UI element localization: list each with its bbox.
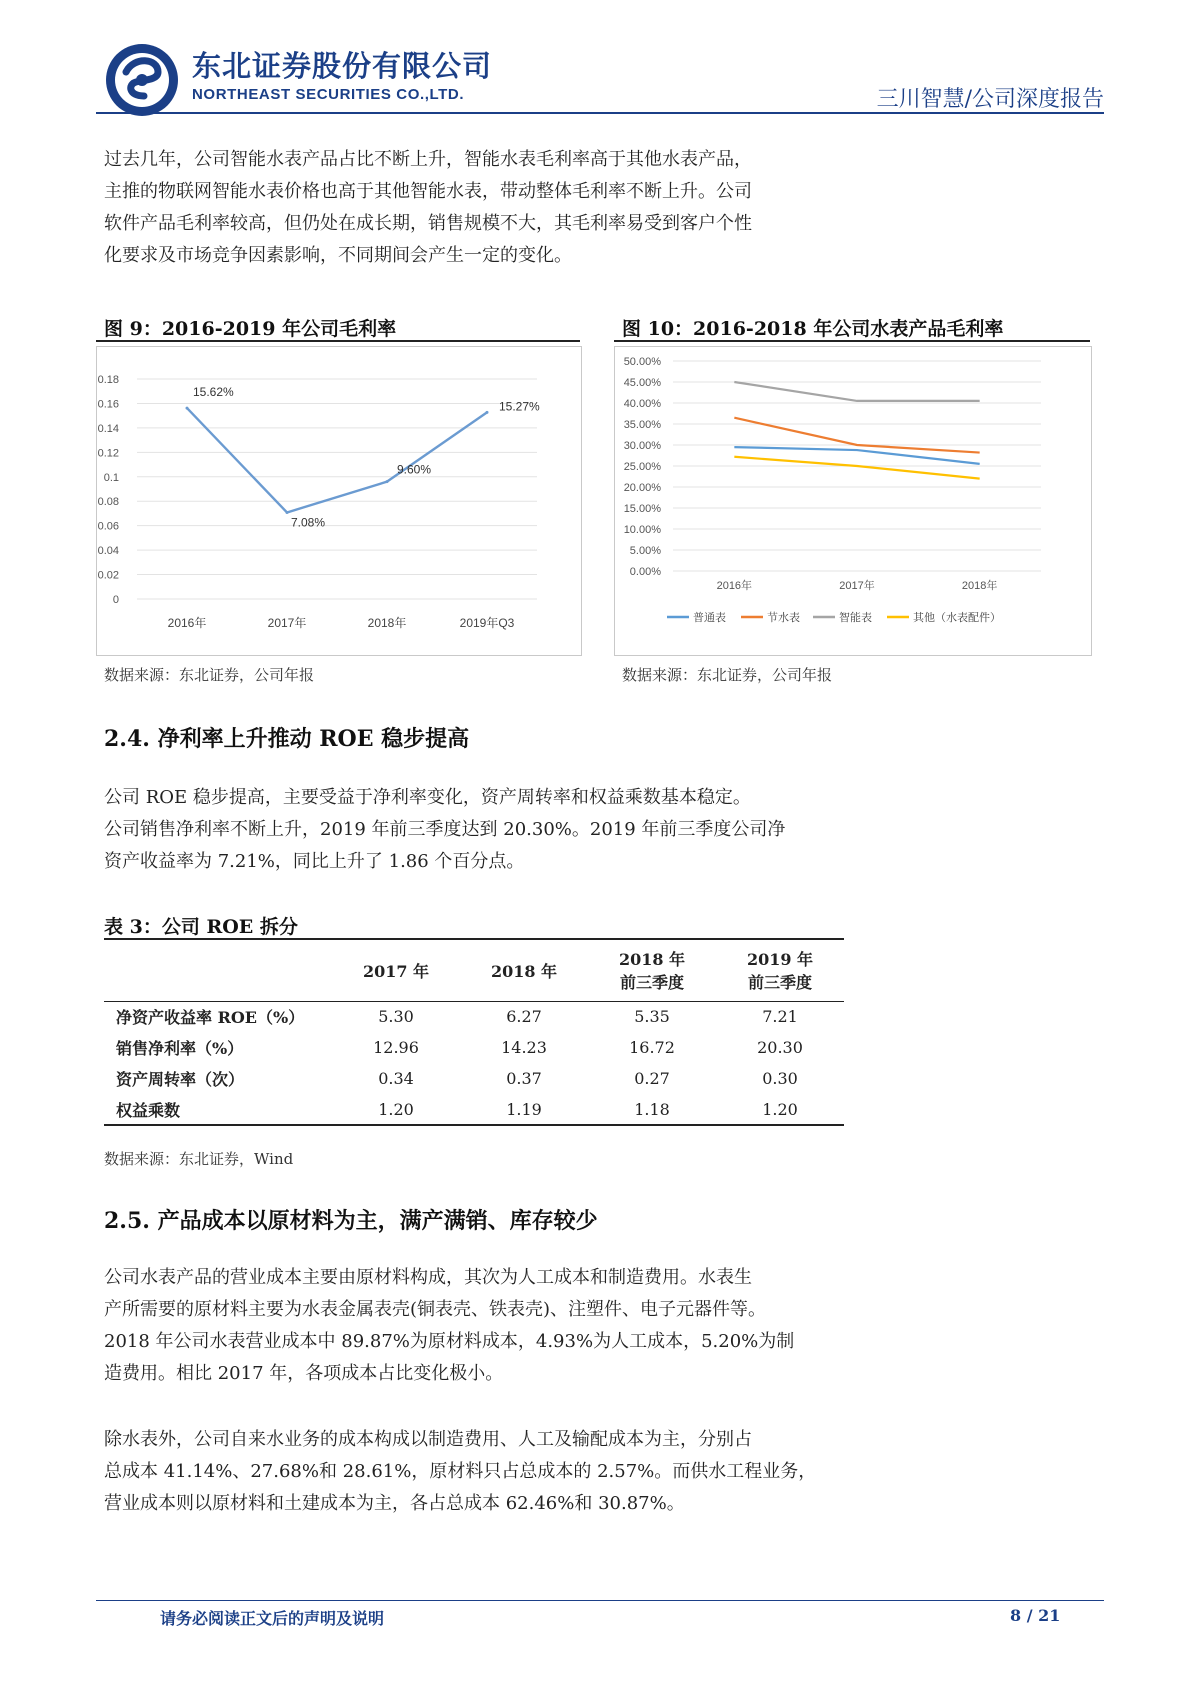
header-line: 前三季度 [619, 973, 684, 993]
table-cell: 7.21 [762, 1007, 798, 1027]
legend-label: 节水表 [767, 612, 800, 624]
company-logo [104, 42, 180, 118]
company-name-cn: 东北证券股份有限公司 [192, 49, 493, 83]
paragraph-line: 2018 年公司水表营业成本中 89.87%为原材料成本，4.93%为人工成本，5.20%为制 [104, 1331, 795, 1352]
header-line: 前三季度 [747, 973, 812, 993]
x-tick-label: 2018年 [961, 580, 998, 592]
header-line: 2018 年 [618, 950, 686, 970]
table-header-blank [104, 939, 332, 1001]
table-row [104, 1094, 844, 1125]
paragraph-line: 公司水表产品的营业成本主要由原材料构成，其次为人工成本和制造费用。水表生 [104, 1267, 752, 1288]
y-tick-label: 45.00% [623, 377, 661, 389]
data-label: 7.08% [291, 515, 326, 530]
table-cell: 0.34 [378, 1069, 414, 1088]
figure10-title: 图 10：2016-2018 年公司水表产品毛利率 [622, 318, 1004, 340]
row-label: 销售净利率（%） [116, 1039, 244, 1058]
paragraph-line: 软件产品毛利率较高，但仍处在成长期，销售规模不大，其毛利率易受到客户个性 [104, 213, 752, 234]
section-2-4-heading: 2.4. 净利率上升推动 ROE 稳步提高 [104, 726, 470, 752]
table-cell: 0.37 [506, 1069, 542, 1088]
table-header-cell [588, 939, 716, 1001]
y-tick-label: 0.08 [97, 496, 119, 509]
table-cell: 20.30 [757, 1038, 803, 1057]
data-point [486, 411, 489, 414]
y-tick-label: 0.18 [97, 374, 119, 386]
roe-table-wrapper [104, 938, 844, 1126]
y-tick-label: 0.16 [97, 398, 119, 411]
y-tick-label: 5.00% [629, 545, 661, 557]
paragraph-line: 营业成本则以原材料和土建成本为主，各占总成本 62.46%和 30.87%。 [104, 1493, 685, 1514]
y-tick-label: 15.00% [623, 503, 661, 515]
document-tag: 三川智慧/公司深度报告 [876, 87, 1104, 112]
header-line: 2017 年 [362, 961, 430, 981]
paragraph-line: 产所需要的原材料主要为水表金属表壳(铜表壳、铁表壳)、注塑件、电子元器件等。 [104, 1299, 767, 1320]
table-cell: 16.72 [629, 1038, 675, 1057]
y-tick-label: 0 [112, 594, 119, 606]
y-tick-label: 10.00% [623, 524, 661, 536]
table-row [104, 1063, 844, 1094]
paragraph-line: 除水表外，公司自来水业务的成本构成以制造费用、人工及输配成本为主，分别占 [104, 1429, 752, 1450]
y-tick-label: 25.00% [623, 461, 661, 473]
legend-label: 其他（水表配件） [913, 612, 1001, 624]
row-label: 权益乘数 [116, 1100, 181, 1120]
data-label: 15.27% [499, 399, 540, 414]
y-tick-label: 30.00% [623, 440, 661, 452]
y-tick-label: 0.12 [97, 447, 119, 460]
row-label: 资产周转率（次） [116, 1070, 245, 1089]
figure9-title: 图 9：2016-2019 年公司毛利率 [104, 318, 397, 340]
data-label: 15.62% [193, 385, 234, 400]
water-meter-margin-chart [615, 347, 1091, 655]
x-tick-label: 2017年 [267, 616, 307, 630]
y-tick-label: 0.14 [97, 422, 119, 435]
figure9-title-rule [96, 340, 580, 342]
section-2-5-paragraph-1 [104, 1262, 884, 1390]
table-cell: 1.20 [378, 1099, 414, 1119]
legend-label: 普通表 [693, 612, 726, 624]
table-cell: 5.35 [634, 1007, 670, 1027]
x-tick-label: 2019年Q3 [459, 616, 515, 630]
x-tick-label: 2017年 [839, 580, 875, 592]
figure9-source: 数据来源：东北证券，公司年报 [104, 666, 315, 684]
paragraph-line: 公司销售净利率不断上升，2019 年前三季度达到 20.30%。2019 年前三季度公司净 [104, 819, 786, 840]
table-cell: 1.19 [506, 1099, 542, 1119]
data-point [186, 407, 189, 410]
y-tick-label: 50.00% [623, 356, 661, 368]
table-cell: 0.27 [634, 1069, 670, 1088]
roe-table [104, 938, 844, 1126]
data-point [286, 511, 289, 514]
gross-margin-line [187, 408, 487, 512]
footer-divider [96, 1600, 1104, 1601]
table-cell: 14.23 [501, 1038, 547, 1057]
table3-source: 数据来源：东北证券，Wind [104, 1150, 294, 1168]
header-line: 2018 年 [490, 961, 558, 981]
x-tick-label: 2016年 [716, 580, 753, 592]
section-2-4-paragraph [104, 782, 884, 878]
x-tick-label: 2018年 [367, 616, 407, 630]
footer-disclaimer: 请务必阅读正文后的声明及说明 [160, 1609, 385, 1628]
table-cell: 6.27 [506, 1007, 542, 1027]
intro-paragraph [104, 144, 884, 272]
paragraph-line: 过去几年，公司智能水表产品占比不断上升，智能水表毛利率高于其他水表产品， [104, 149, 752, 170]
figure10-chart [614, 346, 1092, 656]
y-tick-label: 0.04 [97, 545, 119, 558]
table-cell: 5.30 [378, 1007, 414, 1027]
legend-label: 智能表 [839, 612, 872, 624]
row-label: 净资产收益率 ROE（%） [116, 1008, 305, 1028]
y-tick-label: 0.00% [629, 566, 661, 578]
y-tick-label: 0.1 [103, 471, 119, 484]
table-cell: 1.18 [634, 1099, 670, 1119]
gross-margin-chart [97, 347, 581, 655]
data-label: 9.60% [397, 462, 432, 477]
paragraph-line: 化要求及市场竞争因素影响，不同期间会产生一定的变化。 [104, 245, 572, 266]
figure10-title-rule [614, 340, 1090, 342]
paragraph-line: 总成本 41.14%、27.68%和 28.61%，原材料只占总成本的 2.57%。而供水工程业务， [104, 1461, 817, 1482]
data-point [386, 480, 389, 483]
table-header-cell [460, 939, 588, 1001]
page-number: 8 / 21 [1010, 1606, 1061, 1625]
table-header-row [104, 939, 844, 1001]
y-tick-label: 20.00% [623, 482, 661, 494]
header-line: 2019 年 [746, 950, 814, 970]
series-line [734, 382, 979, 401]
table3-title: 表 3：公司 ROE 拆分 [104, 916, 298, 938]
y-tick-label: 35.00% [623, 419, 661, 431]
figure10-source: 数据来源：东北证券，公司年报 [622, 666, 833, 684]
section-2-5-heading: 2.5. 产品成本以原材料为主，满产满销、库存较少 [104, 1208, 598, 1234]
y-tick-label: 0.02 [97, 569, 119, 582]
table-cell: 12.96 [373, 1038, 419, 1057]
paragraph-line: 公司 ROE 稳步提高，主要受益于净利率变化，资产周转率和权益乘数基本稳定。 [104, 787, 751, 808]
paragraph-line: 主推的物联网智能水表价格也高于其他智能水表，带动整体毛利率不断上升。公司 [104, 181, 752, 202]
paragraph-line: 资产收益率为 7.21%，同比上升了 1.86 个百分点。 [104, 851, 525, 872]
figure9-chart [96, 346, 582, 656]
table-row [104, 1001, 844, 1032]
company-name-en: NORTHEAST SECURITIES CO.,LTD. [192, 86, 465, 103]
section-2-5-paragraph-2 [104, 1424, 884, 1520]
x-tick-label: 2016年 [167, 616, 207, 630]
table-header-cell [716, 939, 844, 1001]
table-header-cell [332, 939, 460, 1001]
y-tick-label: 0.06 [97, 520, 119, 533]
y-tick-label: 40.00% [623, 398, 661, 410]
table-row [104, 1032, 844, 1063]
table-cell: 1.20 [762, 1099, 798, 1119]
table-cell: 0.30 [762, 1069, 798, 1088]
paragraph-line: 造费用。相比 2017 年，各项成本占比变化极小。 [104, 1363, 504, 1384]
header-divider [96, 112, 1104, 114]
